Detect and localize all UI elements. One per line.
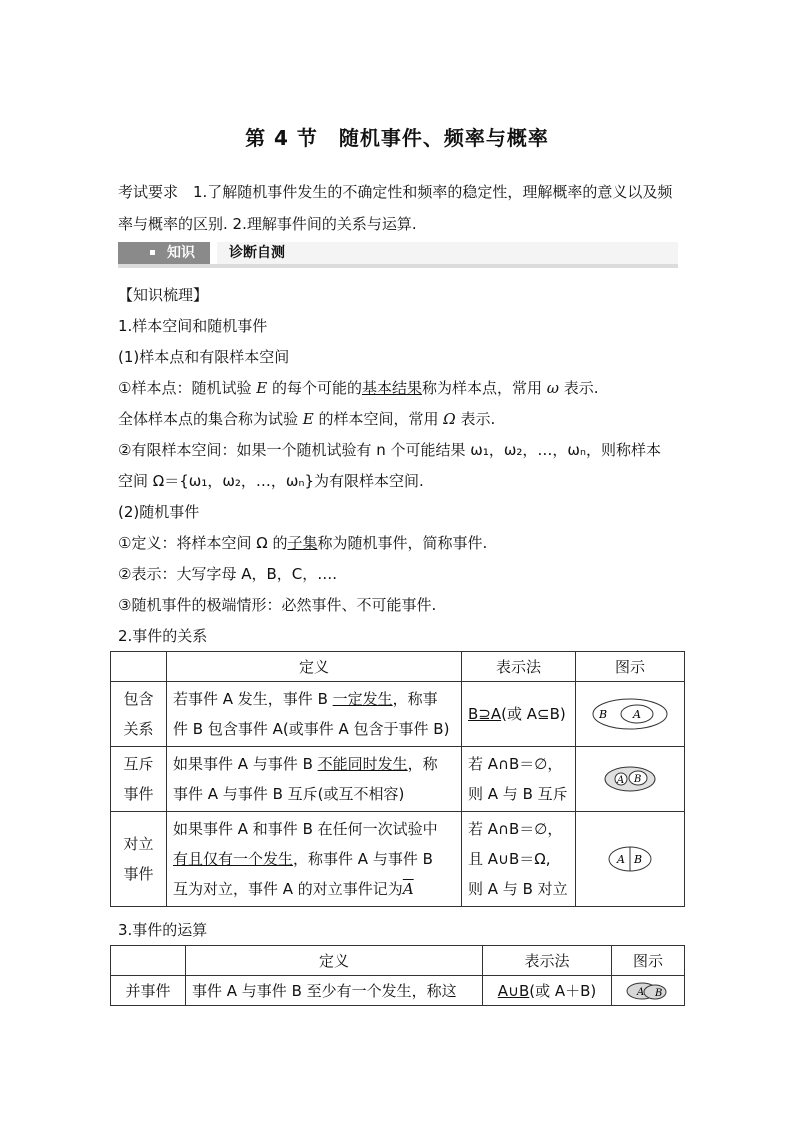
s1-line5: ①定义：将样本空间 Ω 的子集称为随机事件，简称事件. bbox=[118, 534, 488, 552]
knowledge-heading: 【知识梳理】 bbox=[118, 286, 209, 304]
col-notation: 表示法 bbox=[462, 652, 576, 682]
row-definition: 事件 A 与事件 B 至少有一个发生，称这 bbox=[186, 976, 483, 1006]
row-name: 对立 事件 bbox=[111, 812, 167, 907]
row-name: 包含 关系 bbox=[111, 682, 167, 747]
label-a: A bbox=[633, 708, 641, 721]
col-notation: 表示法 bbox=[483, 946, 612, 976]
venn-union bbox=[612, 976, 685, 1006]
s3-heading: 3.事件的运算 bbox=[118, 921, 208, 939]
s1-heading: 1.样本空间和随机事件 bbox=[118, 317, 268, 335]
row-definition: 若事件 A 发生，事件 B 一定发生，称事 件 B 包含事件 A(或事件 A 包含于事件 B) bbox=[167, 682, 462, 747]
col-definition: 定义 bbox=[167, 652, 462, 682]
col-definition: 定义 bbox=[186, 946, 483, 976]
s1-p1: (1)样本点和有限样本空间 bbox=[118, 348, 290, 366]
section-banner bbox=[118, 242, 678, 268]
table-row bbox=[111, 747, 685, 812]
table-row bbox=[111, 812, 685, 907]
row-notation: B⊇A(或 A⊆B) bbox=[462, 682, 576, 747]
s1-line6: ②表示：大写字母 A，B，C，…. bbox=[118, 565, 338, 583]
label-a: A bbox=[637, 986, 645, 998]
s2-heading: 2.事件的关系 bbox=[118, 627, 208, 645]
label-b: B bbox=[634, 853, 643, 866]
row-notation: 若 A∩B＝∅， 且 A∪B＝Ω, 则 A 与 B 对立 bbox=[462, 812, 576, 907]
venn-contain bbox=[576, 682, 685, 747]
row-notation: A∪B(或 A＋B) bbox=[483, 976, 612, 1006]
s1-line4: 空间 Ω＝{ω₁，ω₂，…，ωₙ}为有限样本空间. bbox=[118, 472, 424, 490]
col-diagram: 图示 bbox=[576, 652, 685, 682]
label-b: B bbox=[655, 987, 663, 999]
label-b: B bbox=[599, 708, 608, 721]
s1-line2: 全体样本点的集合称为试验 E 的样本空间，常用 Ω 表示. bbox=[118, 410, 496, 428]
page-title: 第 4 节 随机事件、频率与概率 bbox=[245, 126, 549, 150]
label-a: A bbox=[617, 853, 625, 866]
label-a: A bbox=[617, 775, 625, 786]
label-b: B bbox=[634, 774, 642, 785]
s1-line7: ③随机事件的极端情形：必然事件、不可能事件. bbox=[118, 596, 437, 614]
row-name: 并事件 bbox=[111, 976, 186, 1006]
table-row bbox=[111, 976, 685, 1006]
s1-p2: (2)随机事件 bbox=[118, 503, 200, 521]
venn-complement bbox=[576, 812, 685, 907]
operations-table bbox=[110, 945, 685, 1006]
row-definition: 如果事件 A 与事件 B 不能同时发生，称 事件 A 与事件 B 互斥(或互不相容) bbox=[167, 747, 462, 812]
s1-line1: ①样本点：随机试验 E 的每个可能的基本结果称为样本点，常用 ω 表示. bbox=[118, 379, 599, 397]
table-row bbox=[111, 682, 685, 747]
col-diagram: 图示 bbox=[612, 946, 685, 976]
row-name: 互斥 事件 bbox=[111, 747, 167, 812]
s1-line3: ②有限样本空间：如果一个随机试验有 n 个可能结果 ω₁，ω₂，…，ωₙ，则称样本 bbox=[118, 441, 661, 459]
exam-requirements: 考试要求 1.了解随机事件发生的不确定性和频率的稳定性，理解概率的意义以及频率与概率的区别. 2.理解事件间的关系与运算. bbox=[118, 183, 673, 233]
banner-knowledge: 知识 bbox=[118, 242, 210, 264]
row-definition: 如果事件 A 和事件 B 在任何一次试验中 有且仅有一个发生，称事件 A 与事件 B 互为对立，事件 A 的对立事件记为$\overline{A}$ bbox=[167, 812, 462, 907]
row-notation: 若 A∩B＝∅， 则 A 与 B 互斥 bbox=[462, 747, 576, 812]
venn-exclusive bbox=[576, 747, 685, 812]
banner-diagnosis: 诊断自测 bbox=[214, 242, 678, 264]
square-icon bbox=[150, 250, 155, 255]
relations-table bbox=[110, 651, 685, 907]
